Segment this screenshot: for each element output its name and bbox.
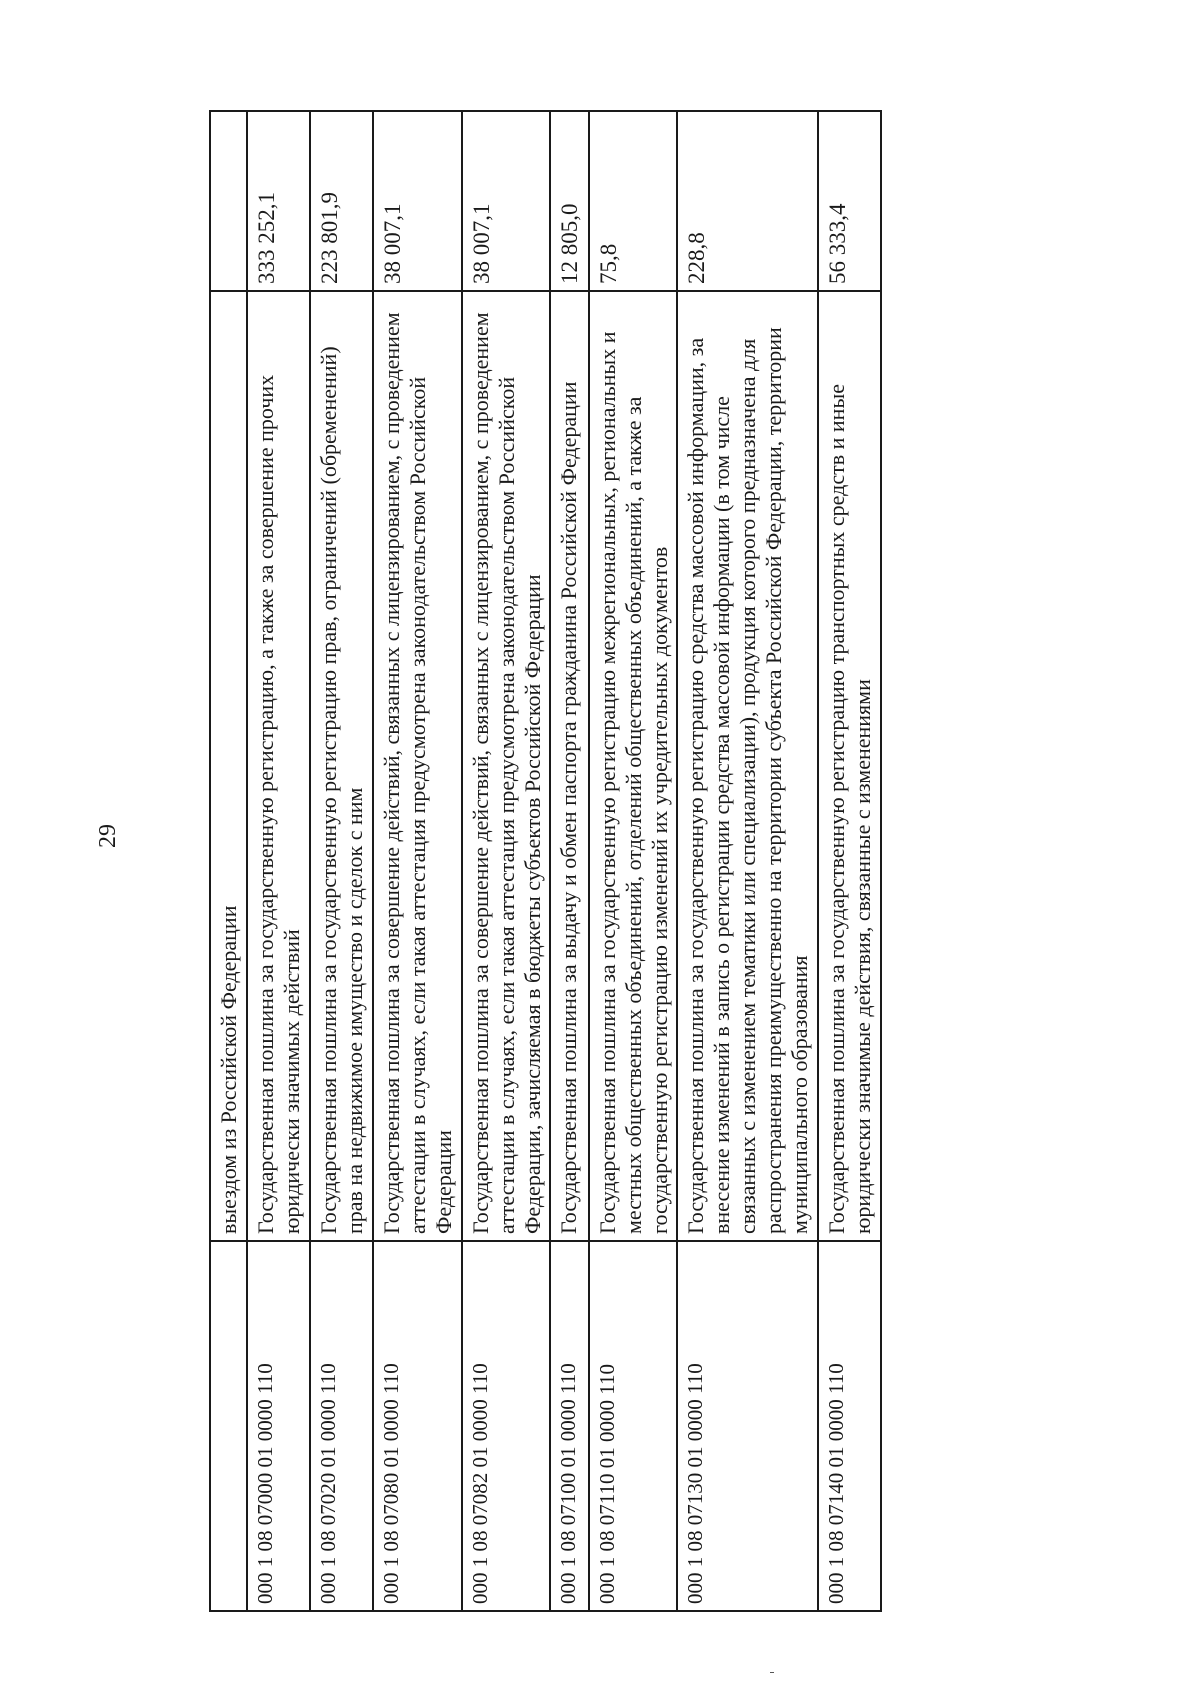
budget-code-cell: 000 1 08 07082 01 0000 110 — [462, 1241, 551, 1611]
revenue-name-cell: Государственная пошлина за совершение действий, связанных с лицензированием, с проведением аттестации в случаях, если такая аттестация предусмотрена законодательством Российской Федерации, зачисляемая в бюджеты субъектов Российской Федерации — [462, 291, 551, 1241]
table-row — [677, 111, 818, 1611]
budget-code-cell: 000 1 08 07130 01 0000 110 — [677, 1241, 818, 1611]
scan-speck — [770, 1672, 774, 1673]
revenue-name-cell: Государственная пошлина за государственную регистрацию, а также за совершение прочих юридически значимых действий — [247, 291, 310, 1241]
table-row — [373, 111, 462, 1611]
revenue-name-cell: Государственная пошлина за государственную регистрацию межрегиональных, региональных и местных общественных объединений, отделений общественных объединений, а также за государственную регистрацию изменений их учредительных документов — [589, 291, 678, 1241]
amount-cell: 38 007,1 — [462, 111, 551, 291]
amount-cell: 75,8 — [589, 111, 678, 291]
amount-cell: 56 333,4 — [818, 111, 881, 291]
revenue-name-cell: Государственная пошлина за совершение действий, связанных с лицензированием, с проведением аттестации в случаях, если такая аттестация предусмотрена законодательством Российской Федерации — [373, 291, 462, 1241]
revenue-name-cell: выездом из Российской Федерации — [210, 291, 247, 1241]
table-row — [818, 111, 881, 1611]
budget-code-cell: 000 1 08 07000 01 0000 110 — [247, 1241, 310, 1611]
budget-code-cell: 000 1 08 07110 01 0000 110 — [589, 1241, 678, 1611]
table-row — [210, 111, 247, 1611]
table-row — [462, 111, 551, 1611]
revenue-name-cell: Государственная пошлина за государственную регистрацию прав, ограничений (обременений) прав на недвижимое имущество и сделок с ним — [310, 291, 373, 1241]
revenue-name-cell: Государственная пошлина за выдачу и обмен паспорта гражданина Российской Федерации — [550, 291, 588, 1241]
table-row — [550, 111, 588, 1611]
budget-code-cell: 000 1 08 07100 01 0000 110 — [550, 1241, 588, 1611]
amount-cell: 333 252,1 — [247, 111, 310, 291]
amount-cell — [210, 111, 247, 291]
amount-cell: 38 007,1 — [373, 111, 462, 291]
table-row — [310, 111, 373, 1611]
budget-revenue-table — [209, 110, 882, 1612]
amount-cell: 223 801,9 — [310, 111, 373, 291]
page-number: 29 — [95, 824, 121, 848]
budget-code-cell: 000 1 08 07140 01 0000 110 — [818, 1241, 881, 1611]
budget-code-cell: 000 1 08 07080 01 0000 110 — [373, 1241, 462, 1611]
budget-code-cell: 000 1 08 07020 01 0000 110 — [310, 1241, 373, 1611]
amount-cell: 12 805,0 — [550, 111, 588, 291]
revenue-name-cell: Государственная пошлина за государственную регистрацию средства массовой информации, за внесение изменений в запись о регистрации средства массовой информации (в том числе связанных с изменением тематики или специализации), продукция которого предназначена для распространения преимущественно на территории субъекта Российской Федерации, территории муниципального образования — [677, 291, 818, 1241]
budget-code-cell — [210, 1241, 247, 1611]
table-row — [589, 111, 678, 1611]
table-row — [247, 111, 310, 1611]
rotated-table-wrapper — [209, 110, 882, 1612]
revenue-name-cell: Государственная пошлина за государственную регистрацию транспортных средств и иные юридически значимые действия, связанные с изменениями — [818, 291, 881, 1241]
amount-cell: 228,8 — [677, 111, 818, 291]
